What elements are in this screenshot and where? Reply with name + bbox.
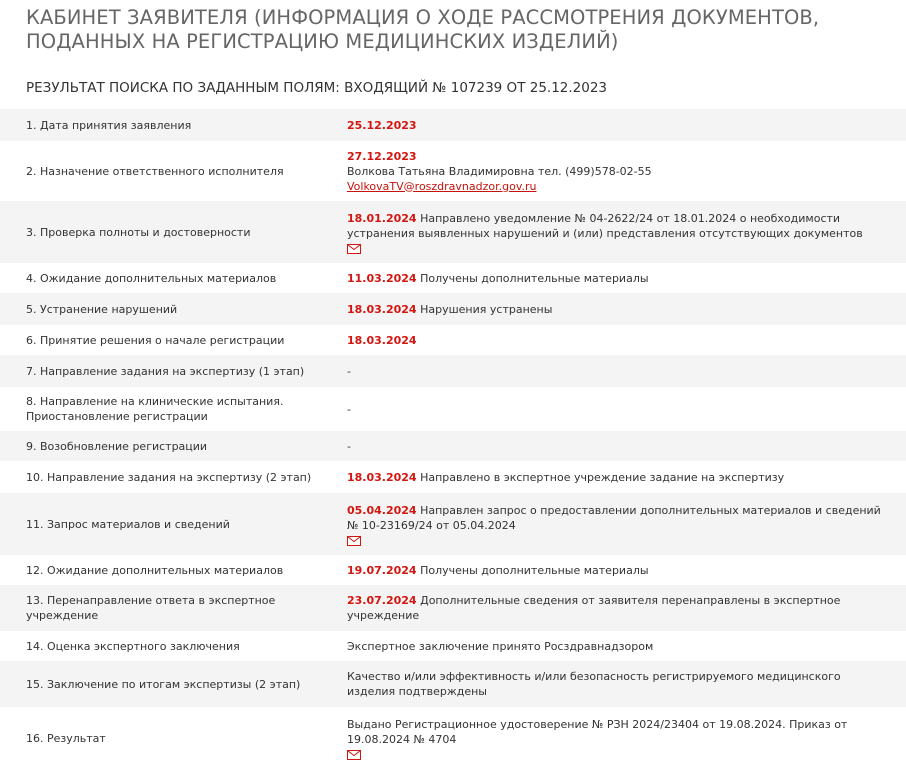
stage-date: 18.01.2024: [347, 211, 417, 225]
stage-value: [337, 141, 906, 201]
mail-icon[interactable]: [347, 536, 361, 546]
stage-label: 8. Направление на клинические испытания. Приостановление регистрации: [0, 387, 337, 431]
stage-date: 27.12.2023: [347, 149, 417, 163]
mail-icon[interactable]: [347, 750, 361, 760]
stage-date: 18.03.2024: [347, 470, 417, 484]
table-row: [0, 431, 906, 461]
table-row: [0, 585, 906, 631]
table-row: [0, 461, 906, 493]
stage-date: 11.03.2024: [347, 271, 417, 285]
table-row: [0, 387, 906, 431]
executor-email-link[interactable]: VolkovaTV@roszdravnadzor.gov.ru: [347, 179, 537, 193]
stage-text: -: [347, 439, 351, 453]
table-row: [0, 493, 906, 555]
stage-date: 18.03.2024: [347, 302, 417, 316]
status-table: [0, 109, 906, 769]
stage-value: [337, 263, 906, 293]
stage-value: [337, 707, 906, 769]
stage-value: [337, 293, 906, 325]
stage-label: 12. Ожидание дополнительных материалов: [0, 555, 337, 585]
stage-value: [337, 555, 906, 585]
table-row: [0, 109, 906, 141]
stage-value: [337, 461, 906, 493]
stage-date: 18.03.2024: [347, 333, 417, 347]
stage-text: Получены дополнительные материалы: [420, 271, 649, 285]
table-row: [0, 141, 906, 201]
stage-label: 9. Возобновление регистрации: [0, 431, 337, 461]
stage-value: [337, 387, 906, 431]
table-row: [0, 707, 906, 769]
stage-text: -: [347, 364, 351, 378]
stage-value: [337, 109, 906, 141]
mail-icon[interactable]: [347, 244, 361, 254]
stage-value: [337, 201, 906, 263]
stage-text: Получены дополнительные материалы: [420, 563, 649, 577]
stage-label: 5. Устранение нарушений: [0, 293, 337, 325]
table-row: [0, 201, 906, 263]
stage-text: Направлено в экспертное учреждение задание на экспертизу: [420, 470, 785, 484]
stage-label: 3. Проверка полноты и достоверности: [0, 201, 337, 263]
stage-label: 7. Направление задания на экспертизу (1 этап): [0, 355, 337, 387]
table-row: [0, 355, 906, 387]
stage-text: Направлено уведомление № 04-2622/24 от 18.01.2024 о необходимости устранения выявленных нарушений и (или) представления отсутствующих документов: [347, 211, 863, 240]
stage-value: [337, 355, 906, 387]
stage-text: Качество и/или эффективность и/или безопасность регистрируемого медицинского изделия подтверждены: [347, 670, 841, 698]
stage-label: 15. Заключение по итогам экспертизы (2 этап): [0, 661, 337, 707]
stage-text: Выдано Регистрационное удостоверение № РЗН 2024/23404 от 19.08.2024. Приказ от 19.08.2024 № 4704: [347, 717, 848, 746]
stage-label: 13. Перенаправление ответа в экспертное учреждение: [0, 585, 337, 631]
stage-date: 23.07.2024: [347, 594, 417, 607]
table-row: [0, 555, 906, 585]
table-row: [0, 263, 906, 293]
stage-value: [337, 325, 906, 355]
stage-value: [337, 585, 906, 631]
search-result-heading: РЕЗУЛЬТАТ ПОИСКА ПО ЗАДАННЫМ ПОЛЯМ: ВХОДЯЩИЙ № 107239 ОТ 25.12.2023: [26, 80, 608, 96]
table-row: [0, 631, 906, 661]
stage-label: 10. Направление задания на экспертизу (2 этап): [0, 461, 337, 493]
table-row: [0, 325, 906, 355]
stage-label: 4. Ожидание дополнительных материалов: [0, 263, 337, 293]
stage-value: [337, 493, 906, 555]
stage-text: Направлен запрос о предоставлении дополнительных материалов и сведений № 10-23169/24 от 05.04.2024: [347, 503, 881, 532]
page-title: КАБИНЕТ ЗАЯВИТЕЛЯ (ИНФОРМАЦИЯ О ХОДЕ РАССМОТРЕНИЯ ДОКУМЕНТОВ, ПОДАННЫХ НА РЕГИСТРАЦИЮ МЕДИЦИНСКИХ ИЗДЕЛИЙ): [26, 6, 820, 53]
stage-value: [337, 631, 906, 661]
stage-date: 05.04.2024: [347, 503, 417, 517]
stage-text: -: [347, 402, 351, 416]
stage-text: Волкова Татьяна Владимировна тел. (499)578-02-55: [347, 164, 652, 178]
stage-label: 6. Принятие решения о начале регистрации: [0, 325, 337, 355]
stage-label: 2. Назначение ответственного исполнителя: [0, 141, 337, 201]
stage-label: 14. Оценка экспертного заключения: [0, 631, 337, 661]
stage-label: 11. Запрос материалов и сведений: [0, 493, 337, 555]
stage-label: 16. Результат: [0, 707, 337, 769]
stage-date: 19.07.2024: [347, 563, 417, 577]
stage-text: Экспертное заключение принято Росздравнадзором: [347, 639, 654, 653]
stage-value: [337, 661, 906, 707]
table-row: [0, 661, 906, 707]
stage-date: 25.12.2023: [347, 118, 417, 132]
table-row: [0, 293, 906, 325]
stage-value: [337, 431, 906, 461]
stage-text: Нарушения устранены: [420, 302, 553, 316]
stage-label: 1. Дата принятия заявления: [0, 109, 337, 141]
stage-text: Дополнительные сведения от заявителя перенаправлены в экспертное учреждение: [347, 594, 841, 622]
